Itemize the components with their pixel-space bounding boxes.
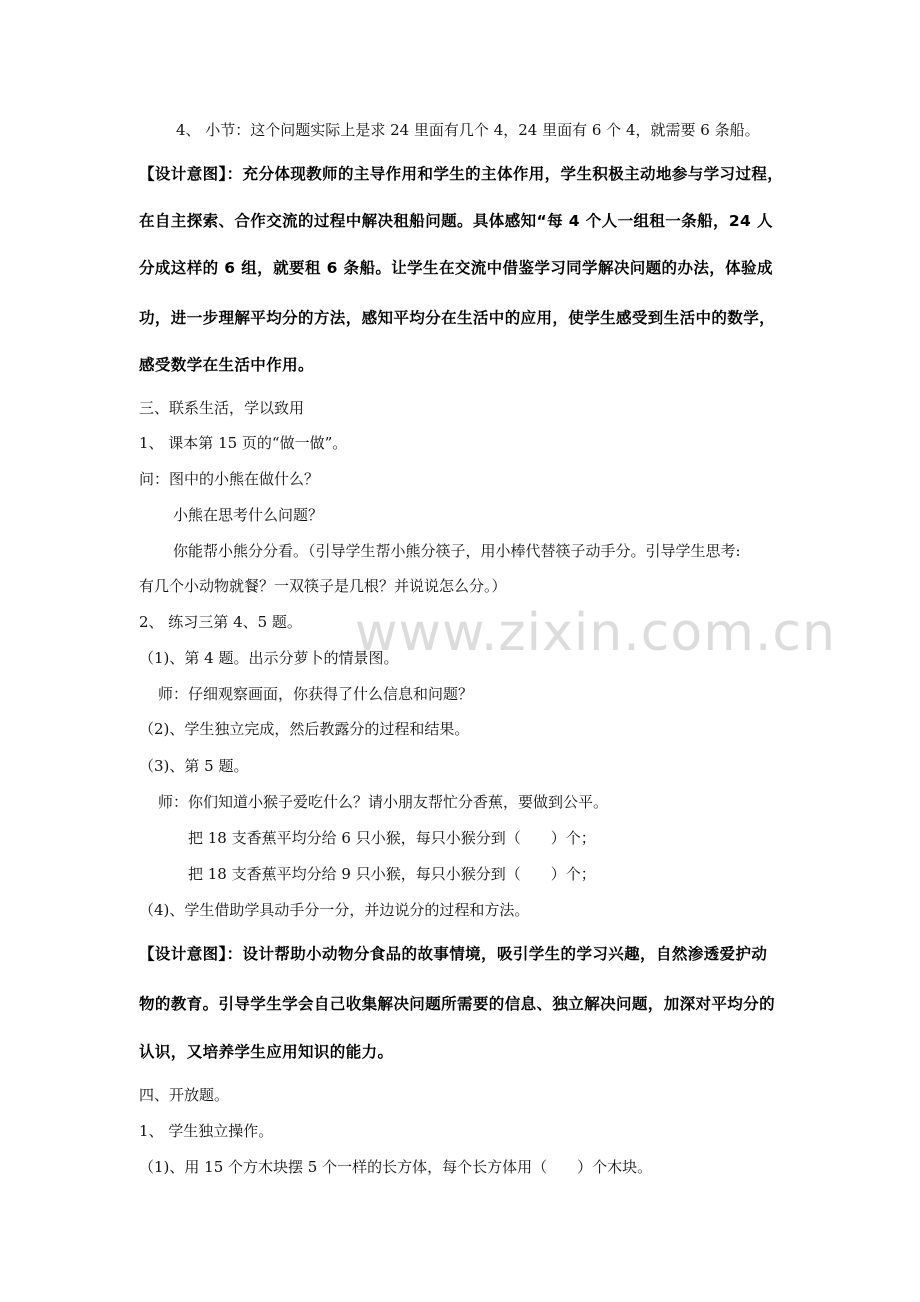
item-2-heading: 2、 练习三第 4、5 题。 <box>139 613 302 631</box>
design-intent-2-line-2: 物的教育。引导学生学会自己收集解决问题所需要的信息、独立解决问题，加深对平均分的 <box>139 995 776 1013</box>
watermark: www.zixin.com.cn <box>355 603 836 663</box>
item-1-open-heading: 1、 学生独立操作。 <box>139 1122 274 1140</box>
guidance-line-1: 你能帮小熊分分看。（引导学生帮小熊分筷子，用小棒代替筷子动手分。引导学生思考: <box>173 542 741 560</box>
summary-line: 4、 小节：这个问题实际上是求 24 里面有几个 4，24 里面有 6 个 4，就需要 6 条船。 <box>176 121 760 139</box>
teacher-line-2: 师：你们知道小猴子爱吃什么？请小朋友帮忙分香蕉，要做到公平。 <box>158 793 609 811</box>
design-intent-1-line-3: 分成这样的 6 组，就要租 6 条船。让学生在交流中借鉴学习同学解决问题的办法，体验成 <box>139 259 773 277</box>
sub-item-4: （4)、学生借助学具动手分一分，并边说分的过程和方法。 <box>139 901 530 919</box>
design-intent-2-line-3: 认识，又培养学生应用知识的能力。 <box>139 1043 394 1061</box>
open-sub-item-1: （1)、用 15 个方木块摆 5 个一样的长方体，每个长方体用（ ）个木块。 <box>139 1158 653 1176</box>
question-line: 问：图中的小熊在做什么？ <box>139 470 320 488</box>
design-intent-1-line-2: 在自主探索、合作交流的过程中解决租船问题。具体感知“每 4 个人一组租一条船，24 人 <box>139 212 773 230</box>
design-intent-1-line-1: 【设计意图】：充分体现教师的主导作用和学生的主体作用，学生积极主动地参与学习过程， <box>139 165 784 183</box>
teacher-line-1: 师：仔细观察画面，你获得了什么信息和问题？ <box>158 685 474 703</box>
sub-item-2: （2)、学生独立完成，然后教露分的过程和结果。 <box>139 720 470 738</box>
sub-item-1: （1)、第 4 题。出示分萝卜的情景图。 <box>139 649 399 667</box>
section-heading-3: 三、联系生活，学以致用 <box>139 399 305 417</box>
sub-item-3: （3)、第 5 题。 <box>139 757 249 775</box>
section-heading-4: 四、开放题。 <box>139 1086 230 1104</box>
exercise-line-1: 把 18 支香蕉平均分给 6 只小猴，每只小猴分到（ ）个； <box>188 829 596 847</box>
design-intent-1-line-5: 感受数学在生活中作用。 <box>139 356 314 374</box>
question-line-2: 小熊在思考什么问题？ <box>173 506 324 524</box>
design-intent-2-line-1: 【设计意图】：设计帮助小动物分食品的故事情境，吸引学生的学习兴趣，自然渗透爱护动 <box>139 945 768 963</box>
guidance-line-2: 有几个小动物就餐？一双筷子是几根？并说说怎么分。） <box>139 577 507 595</box>
design-intent-1-line-4: 功，进一步理解平均分的方法，感知平均分在生活中的应用，使学生感受到生活中的数学， <box>139 309 776 327</box>
exercise-line-2: 把 18 支香蕉平均分给 9 只小猴，每只小猴分到（ ）个； <box>188 865 596 883</box>
item-1-heading: 1、 课本第 15 页的“做一做”。 <box>139 434 348 452</box>
